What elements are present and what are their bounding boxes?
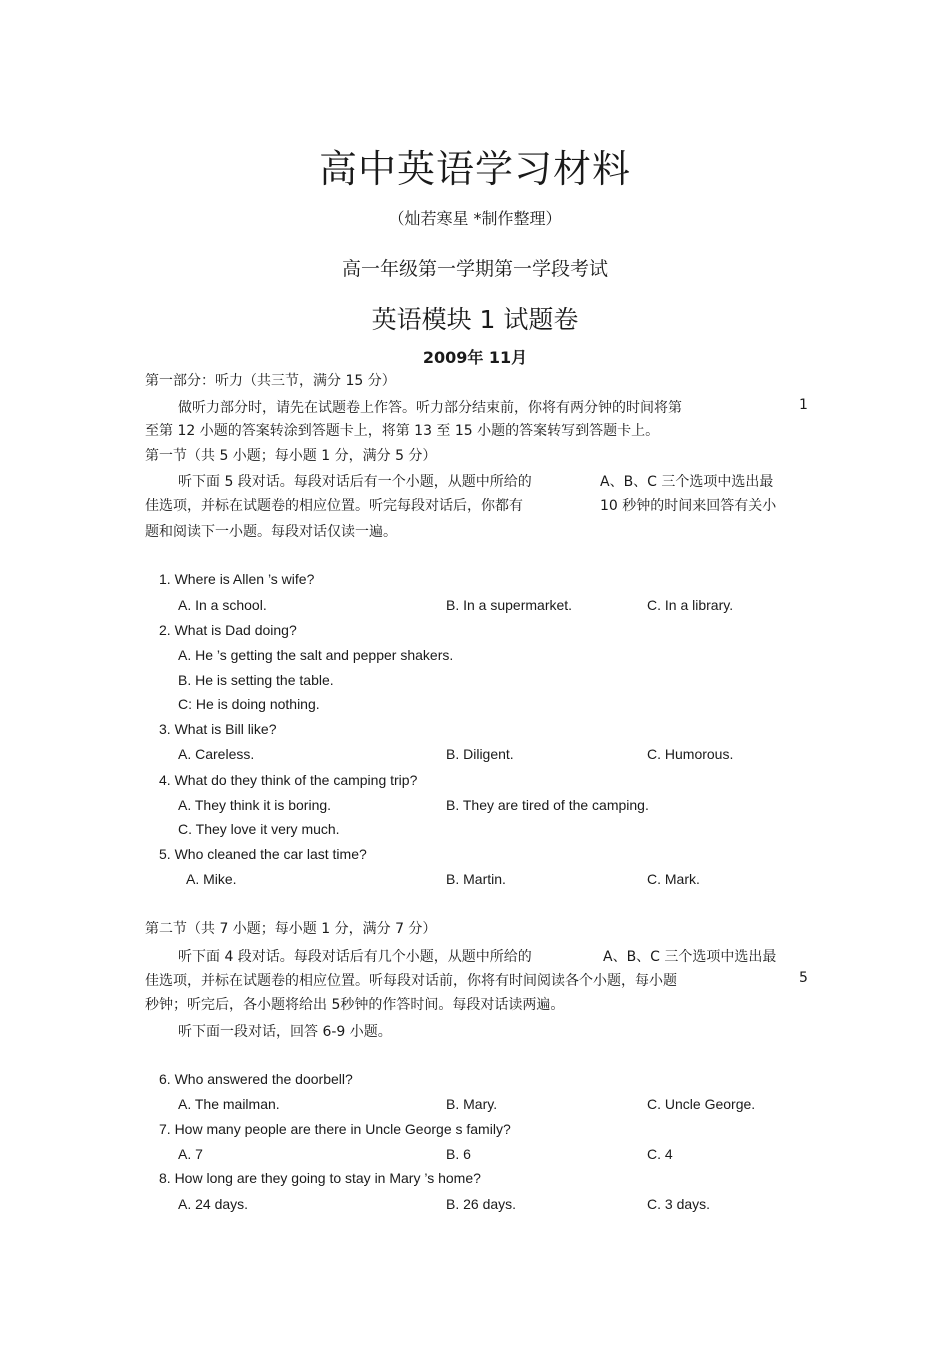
q5-option-c: C. Mark. bbox=[647, 871, 700, 887]
section2-intro-2a: 佳选项，并标在试题卷的相应位置。听每段对话前，你将有时间阅读各个小题，每小题 bbox=[145, 973, 677, 989]
exam-name: 高一年级第一学期第一学段考试 bbox=[341, 258, 608, 280]
section2-heading: 第二节（共 7 小题；每小题 1 分，满分 7 分） bbox=[145, 921, 437, 937]
q8-option-b: B. 26 days. bbox=[446, 1196, 517, 1212]
section2-intro-2b: 5 bbox=[799, 970, 808, 986]
q7-option-a: A. 7 bbox=[178, 1146, 203, 1162]
q6-option-b: B. Mary. bbox=[446, 1096, 498, 1112]
exam-date: 2009年 11月 bbox=[422, 348, 528, 367]
q8-option-c: C. 3 days. bbox=[647, 1196, 711, 1212]
q2-option-b: B. He is setting the table. bbox=[178, 672, 334, 688]
section2-intro-3: 秒钟；听完后，各小题将给出 5秒钟的作答时间。每段对话读两遍。 bbox=[145, 997, 565, 1013]
question-8: 8. How long are they going to stay in Mary ’s home? bbox=[159, 1170, 481, 1186]
doc-subtitle: （灿若寒星 *制作整理） bbox=[388, 209, 562, 228]
question-3: 3. What is Bill like? bbox=[159, 721, 277, 737]
q8-option-a: A. 24 days. bbox=[178, 1196, 249, 1212]
doc-title: 高中英语学习材料 bbox=[318, 147, 631, 191]
section2-intro-1b: A、B、C 三个选项中选出最 bbox=[603, 949, 777, 965]
q5-option-b: B. Martin. bbox=[446, 871, 506, 887]
section1-intro-2b: 10 秒钟的时间来回答有关小 bbox=[600, 498, 777, 514]
section2-intro-4: 听下面一段对话，回答 6-9 小题。 bbox=[178, 1024, 392, 1040]
q4-option-a: A. They think it is boring. bbox=[178, 797, 332, 813]
q7-option-b: B. 6 bbox=[446, 1146, 471, 1162]
section1-intro-1b: A、B、C 三个选项中选出最 bbox=[600, 474, 774, 490]
q4-option-c: C. They love it very much. bbox=[178, 821, 340, 837]
q1-option-b: B. In a supermarket. bbox=[446, 597, 573, 613]
part1-heading: 第一部分：听力（共三节，满分 15 分） bbox=[145, 373, 396, 389]
section1-intro-2a: 佳选项，并标在试题卷的相应位置。听完每段对话后，你都有 bbox=[145, 498, 523, 514]
q3-option-a: A. Careless. bbox=[178, 746, 255, 762]
q2-option-a: A. He ’s getting the salt and pepper shakers. bbox=[178, 647, 454, 663]
section1-intro-3: 题和阅读下一小题。每段对话仅读一遍。 bbox=[145, 524, 397, 540]
question-5: 5. Who cleaned the car last time? bbox=[159, 846, 367, 862]
q1-option-a: A. In a school. bbox=[178, 597, 267, 613]
question-6: 6. Who answered the doorbell? bbox=[159, 1071, 353, 1087]
q1-option-c: C. In a library. bbox=[647, 597, 734, 613]
q3-option-c: C. Humorous. bbox=[647, 746, 734, 762]
q6-option-c: C. Uncle George. bbox=[647, 1096, 756, 1112]
q4-option-b: B. They are tired of the camping. bbox=[446, 797, 649, 813]
section2-intro-1a: 听下面 4 段对话。每段对话后有几个小题，从题中所给的 bbox=[178, 949, 532, 965]
question-4: 4. What do they think of the camping trip? bbox=[159, 772, 418, 788]
q7-option-c: C. 4 bbox=[647, 1146, 673, 1162]
part1-intro-line2: 至第 12 小题的答案转涂到答题卡上，将第 13 至 15 小题的答案转写到答题卡上。 bbox=[145, 423, 660, 439]
q2-option-c: C: He is doing nothing. bbox=[178, 696, 320, 712]
q6-option-a: A. The mailman. bbox=[178, 1096, 280, 1112]
section1-heading: 第一节（共 5 小题；每小题 1 分，满分 5 分） bbox=[145, 448, 437, 464]
part1-intro-line1: 做听力部分时，请先在试题卷上作答。听力部分结束前，你将有两分钟的时间将第 bbox=[178, 400, 682, 416]
question-7: 7. How many people are there in Uncle George s family? bbox=[159, 1121, 511, 1137]
question-2: 2. What is Dad doing? bbox=[159, 622, 297, 638]
q3-option-b: B. Diligent. bbox=[446, 746, 514, 762]
section1-intro-1a: 听下面 5 段对话。每段对话后有一个小题，从题中所给的 bbox=[178, 474, 532, 490]
paper-name: 英语模块 1 试题卷 bbox=[371, 305, 579, 334]
question-1: 1. Where is Allen ’s wife? bbox=[159, 571, 315, 587]
q5-option-a: A. Mike. bbox=[186, 871, 237, 887]
part1-intro-line1-num: 1 bbox=[799, 397, 808, 413]
